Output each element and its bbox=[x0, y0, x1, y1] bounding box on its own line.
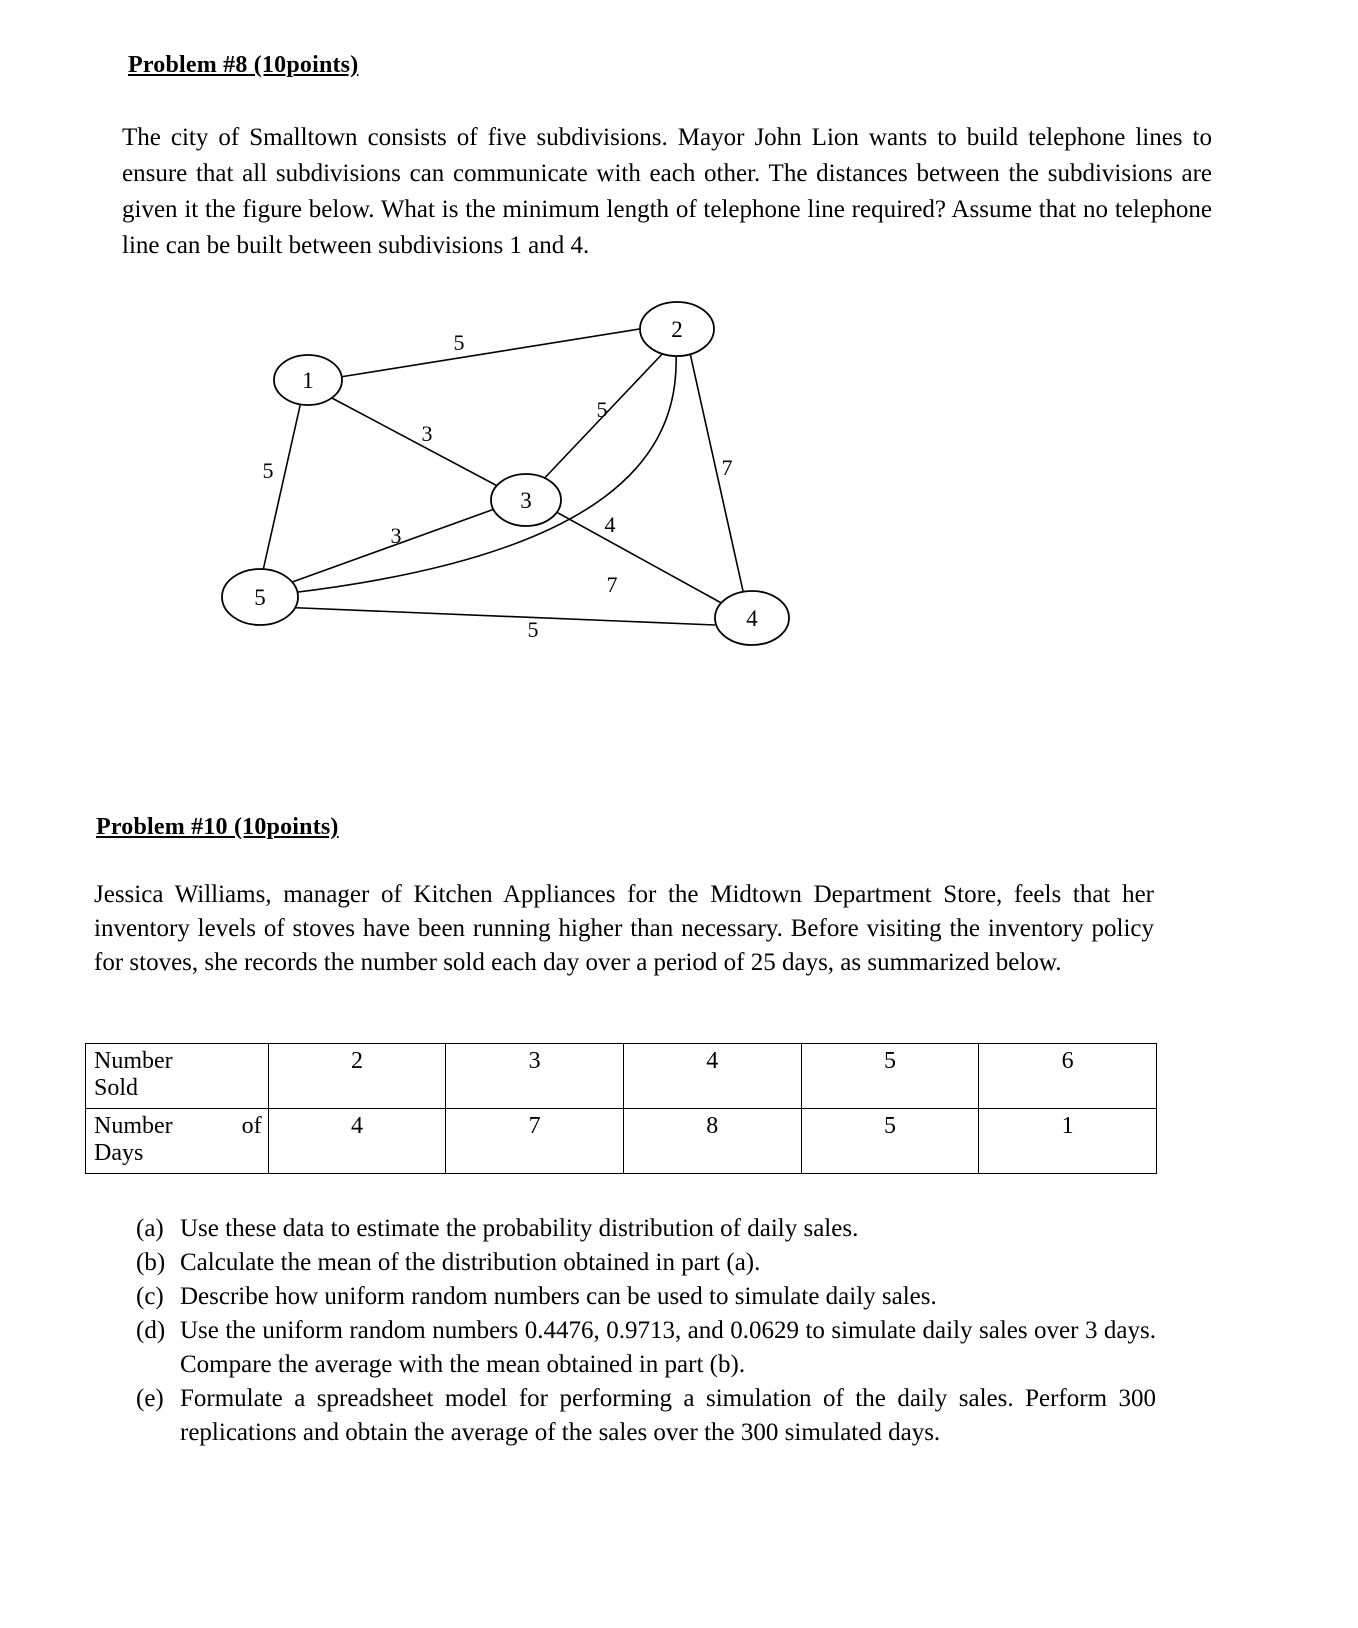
edge-label-2-3: 5 bbox=[596, 397, 608, 422]
row-label-number-of-days bbox=[86, 1109, 269, 1174]
list-item bbox=[136, 1382, 1156, 1450]
edge-label-1-2: 5 bbox=[453, 330, 465, 355]
part-marker-c: (c) bbox=[136, 1283, 164, 1310]
node-4-label: 4 bbox=[746, 606, 758, 631]
row-label-number-sold-line1: Number bbox=[94, 1048, 173, 1074]
part-text-c: Describe how uniform random numbers can be used to simulate daily sales. bbox=[180, 1283, 937, 1310]
part-text-a: Use these data to estimate the probability distribution of daily sales. bbox=[180, 1215, 859, 1242]
row-label-number-sold bbox=[86, 1044, 269, 1109]
cell-number-sold-2: 4 bbox=[623, 1044, 801, 1109]
row-label-number-sold-line2: Sold bbox=[94, 1075, 139, 1101]
problem-10-heading: Problem #10 (10points) bbox=[96, 814, 339, 840]
cell-number-sold-1: 3 bbox=[446, 1044, 624, 1109]
edge-1-2 bbox=[340, 327, 652, 377]
node-3-label: 3 bbox=[520, 488, 532, 513]
cell-number-of-days-0: 4 bbox=[268, 1109, 446, 1174]
cell-number-of-days-4: 1 bbox=[979, 1109, 1157, 1174]
list-item bbox=[136, 1314, 1156, 1382]
row-label-number-of-days-line1: Number of bbox=[94, 1113, 262, 1139]
table-row-number-sold bbox=[86, 1044, 1157, 1109]
part-marker-d: (d) bbox=[136, 1317, 166, 1344]
row-label-number-of-days-line2: Days bbox=[94, 1140, 144, 1166]
part-text-e: Formulate a spreadsheet model for performing a simulation of the daily sales. Perform 300 replications and obtain the average of the sales over the 300 simulated days. bbox=[180, 1385, 1156, 1446]
edge-3-4 bbox=[540, 503, 725, 605]
edge-1-3 bbox=[330, 397, 505, 490]
problem-8-heading: Problem #8 (10points) bbox=[128, 52, 359, 78]
network-graph-figure bbox=[180, 285, 860, 675]
cell-number-of-days-1: 7 bbox=[446, 1109, 624, 1174]
part-marker-a: (a) bbox=[136, 1215, 164, 1242]
part-text-d: Use the uniform random numbers 0.4476, 0.9713, and 0.0629 to simulate daily sales over 3 days. Compare the average with the mean obtained in part (b). bbox=[180, 1317, 1156, 1378]
edge-label-2-5: 7 bbox=[606, 572, 618, 597]
edge-label-3-4: 4 bbox=[604, 512, 616, 537]
edge-2-5 bbox=[290, 353, 676, 593]
cell-number-sold-4: 6 bbox=[979, 1044, 1157, 1109]
cell-number-of-days-2: 8 bbox=[623, 1109, 801, 1174]
table-row-number-of-days bbox=[86, 1109, 1157, 1174]
part-text-b: Calculate the mean of the distribution obtained in part (a). bbox=[180, 1249, 761, 1276]
edge-label-4-5: 5 bbox=[527, 617, 539, 642]
edge-4-5 bbox=[278, 607, 715, 625]
node-2-label: 2 bbox=[671, 317, 683, 342]
edge-label-3-5: 3 bbox=[390, 523, 402, 548]
sales-data-table bbox=[85, 1043, 1157, 1174]
problem-10-parts-list bbox=[136, 1212, 1156, 1450]
problem-10-body-text: Jessica Williams, manager of Kitchen Appliances for the Midtown Department Store, feels that her inventory levels of stoves have been running higher than necessary. Before visiting the inventory policy for stoves, she records the number sold each day over a period of 25 days, as summarized below. bbox=[94, 881, 1154, 976]
list-item bbox=[136, 1212, 1156, 1246]
problem-8-body-text: The city of Smalltown consists of five subdivisions. Mayor John Lion wants to build telephone lines to ensure that all subdivisions can communicate with each other. The distances between the subdivisions are given it the figure below. What is the minimum length of telephone line required? Assume that no telephone line can be built between subdivisions 1 and 4. bbox=[122, 124, 1212, 259]
node-5-label: 5 bbox=[254, 585, 266, 610]
part-marker-b: (b) bbox=[136, 1249, 166, 1276]
edge-label-2-4: 7 bbox=[721, 455, 733, 480]
edge-2-4 bbox=[690, 353, 745, 600]
node-1-label: 1 bbox=[302, 368, 314, 393]
list-item bbox=[136, 1280, 1156, 1314]
edge-label-1-3: 3 bbox=[421, 421, 433, 446]
cell-number-sold-0: 2 bbox=[268, 1044, 446, 1109]
edge-1-5 bbox=[262, 397, 302, 575]
list-item bbox=[136, 1246, 1156, 1280]
cell-number-sold-3: 5 bbox=[801, 1044, 979, 1109]
cell-number-of-days-3: 5 bbox=[801, 1109, 979, 1174]
part-marker-e: (e) bbox=[136, 1385, 164, 1412]
edge-label-1-5: 5 bbox=[262, 458, 274, 483]
